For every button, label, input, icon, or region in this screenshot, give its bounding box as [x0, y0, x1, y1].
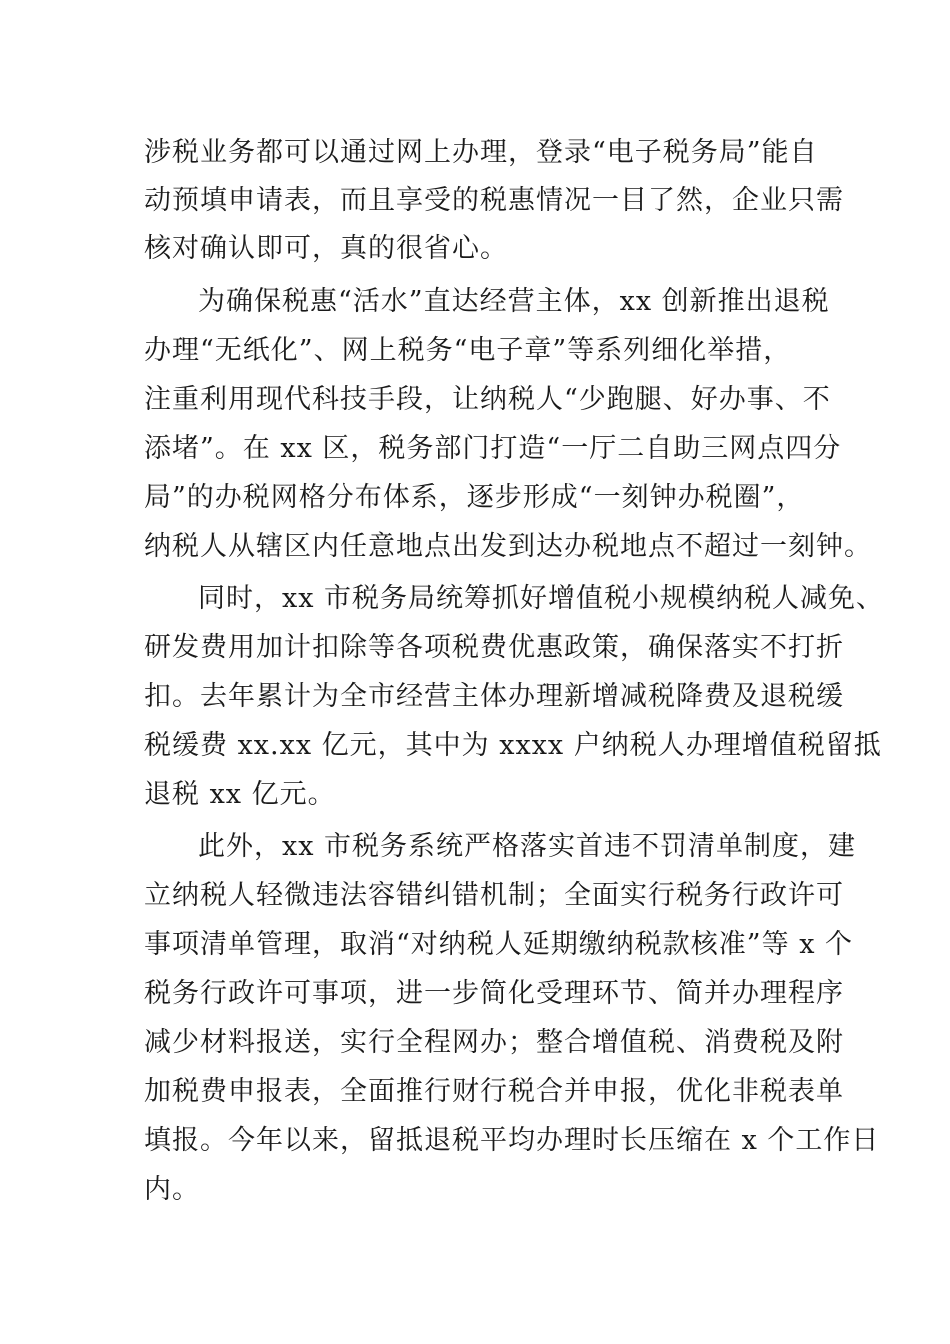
text-line: 研发费用加计扣除等各项税费优惠政策，确保落实不打折 — [144, 632, 844, 663]
text-line: 立纳税人轻微违法容错纠错机制；全面实行税务行政许可 — [144, 880, 844, 911]
text-line: 内。 — [144, 1174, 200, 1205]
text-line: 涉税业务都可以通过网上办理，登录“电子税务局”能自 — [144, 137, 818, 168]
text-line: 填报。今年以来，留抵退税平均办理时长压缩在 x 个工作日 — [144, 1125, 880, 1156]
text-line: 注重利用现代科技手段，让纳税人“少跑腿、好办事、不 — [144, 384, 831, 415]
text-line: 纳税人从辖区内任意地点出发到达办税地点不超过一刻钟。 — [144, 531, 872, 562]
text-line: 核对确认即可，真的很省心。 — [144, 233, 508, 264]
text-line: 局”的办税网格分布体系，逐步形成“一刻钟办税圈”， — [144, 482, 805, 513]
text-line: 加税费申报表，全面推行财行税合并申报，优化非税表单 — [144, 1076, 844, 1107]
text-line: 退税 xx 亿元。 — [144, 779, 336, 810]
text-line: 事项清单管理，取消“对纳税人延期缴纳税款核准”等 x 个 — [144, 929, 853, 960]
text-line: 办理“无纸化”、网上税务“电子章”等系列细化举措， — [144, 335, 792, 366]
text-line: 添堵”。在 xx 区，税务部门打造“一厅二自助三网点四分 — [144, 433, 842, 464]
paragraph-first-line: 此外，xx 市税务系统严格落实首违不罚清单制度，建 — [198, 831, 857, 862]
text-line: 减少材料报送，实行全程网办；整合增值税、消费税及附 — [144, 1027, 844, 1058]
text-line: 动预填申请表，而且享受的税惠情况一目了然，企业只需 — [144, 185, 844, 216]
text-line: 税缓费 xx.xx 亿元，其中为 xxxx 户纳税人办理增值税留抵 — [144, 730, 882, 761]
text-line: 税务行政许可事项，进一步简化受理环节、简并办理程序 — [144, 978, 844, 1009]
paragraph-first-line: 同时，xx 市税务局统筹抓好增值税小规模纳税人减免、 — [198, 583, 885, 614]
text-line: 扣。去年累计为全市经营主体办理新增减税降费及退税缓 — [144, 681, 844, 712]
paragraph-first-line: 为确保税惠“活水”直达经营主体，xx 创新推出退税 — [198, 286, 830, 317]
